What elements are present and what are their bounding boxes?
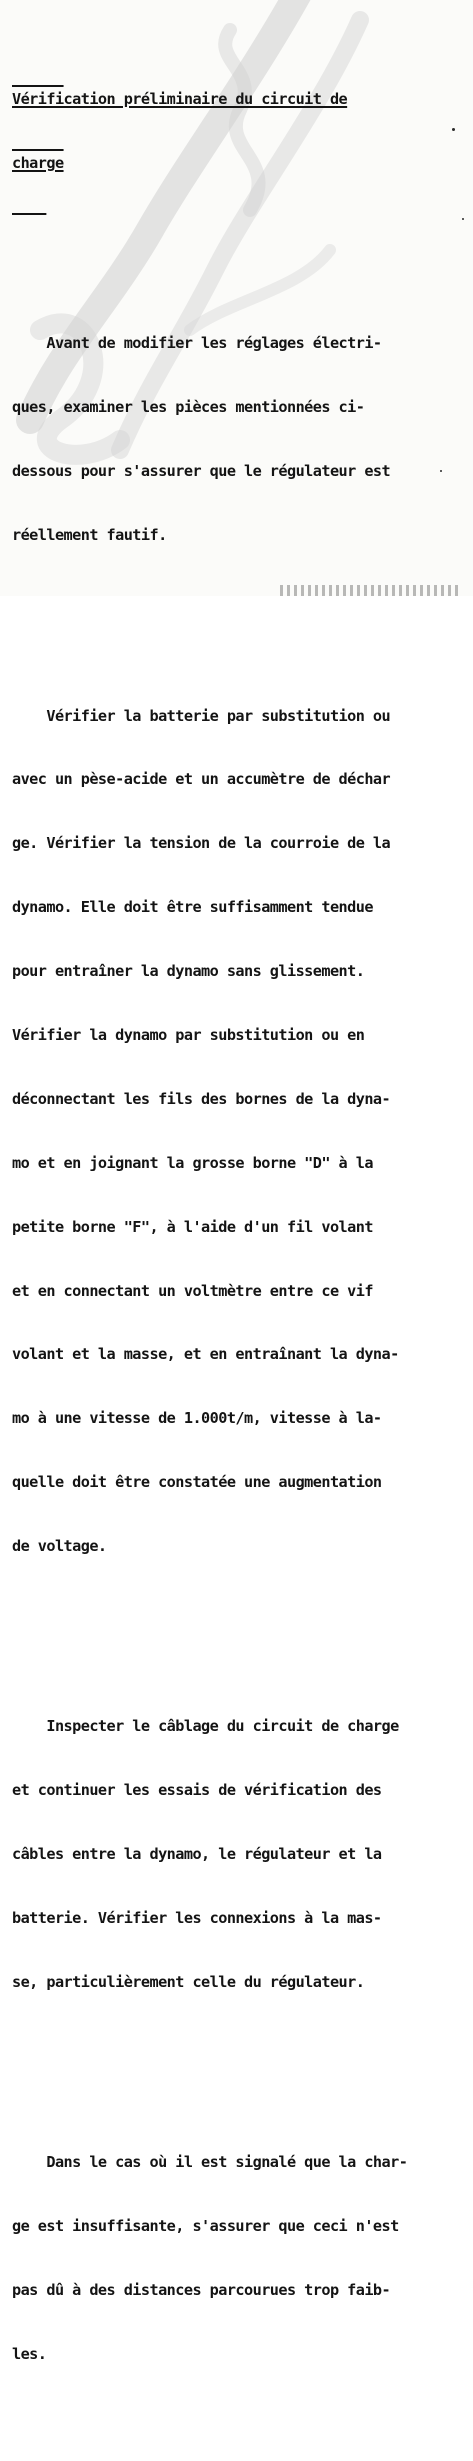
text-line: Vérifier la dynamo par substitution ou en [12,1025,365,1044]
text-line: ge. Vérifier la tension de la courroie de la [12,834,391,853]
document-body [12,4,464,2461]
text-line: de voltage. [12,1537,107,1556]
scan-speck [462,218,464,220]
text-line: dessous pour s'assurer que le régulateur est [12,462,391,481]
text-line: réellement fautif. [12,526,167,545]
text-line: Vérifier la batterie par substitution ou [12,706,391,725]
cut-off-next-line [280,585,460,596]
paragraph-battery-dynamo [12,663,464,1600]
text-line: quelle doit être constatée une augmentation [12,1473,382,1492]
text-line: batterie. Vérifier les connexions à la mas- [12,1909,382,1928]
text-line: et en connectant un voltmètre entre ce vif [12,1281,373,1300]
scan-speck [452,128,455,131]
text-line: Dans le cas où il est signalé que la char- [12,2153,408,2172]
text-line: petite borne "F", à l'aide d'un fil volant [12,1217,373,1236]
document-title [12,47,464,217]
paragraph-intro [12,291,464,589]
paragraph-insufficient-charge [12,2110,464,2408]
title-line: charge [12,154,64,173]
title-line: Vérification préliminaire du circuit de [12,90,348,109]
text-line: mo et en joignant la grosse borne "D" à la [12,1153,373,1172]
scan-speck [440,470,442,472]
text-line: et continuer les essais de vérification des [12,1781,382,1800]
text-line: les. [12,2345,47,2364]
text-line: déconnectant les fils des bornes de la dyna- [12,1089,391,1108]
text-line: Avant de modifier les réglages électri- [12,334,382,353]
text-line: mo à une vitesse de 1.000t/m, vitesse à la- [12,1409,382,1428]
text-line: ques, examiner les pièces mentionnées ci- [12,398,365,417]
text-line: ge est insuffisante, s'assurer que ceci n'est [12,2217,399,2236]
text-line: câbles entre la dynamo, le régulateur et la [12,1845,382,1864]
text-line: pas dû à des distances parcourues trop faib- [12,2281,391,2300]
paragraph-wiring [12,1674,464,2036]
text-line: pour entraîner la dynamo sans glissement. [12,962,365,981]
text-line: Inspecter le câblage du circuit de charge [12,1717,399,1736]
text-line: dynamo. Elle doit être suffisamment tendue [12,898,373,917]
text-line: volant et la masse, et en entraînant la dyna- [12,1345,399,1364]
text-line: avec un pèse-acide et un accumètre de déchar [12,770,391,789]
text-line: se, particulièrement celle du régulateur. [12,1973,365,1992]
